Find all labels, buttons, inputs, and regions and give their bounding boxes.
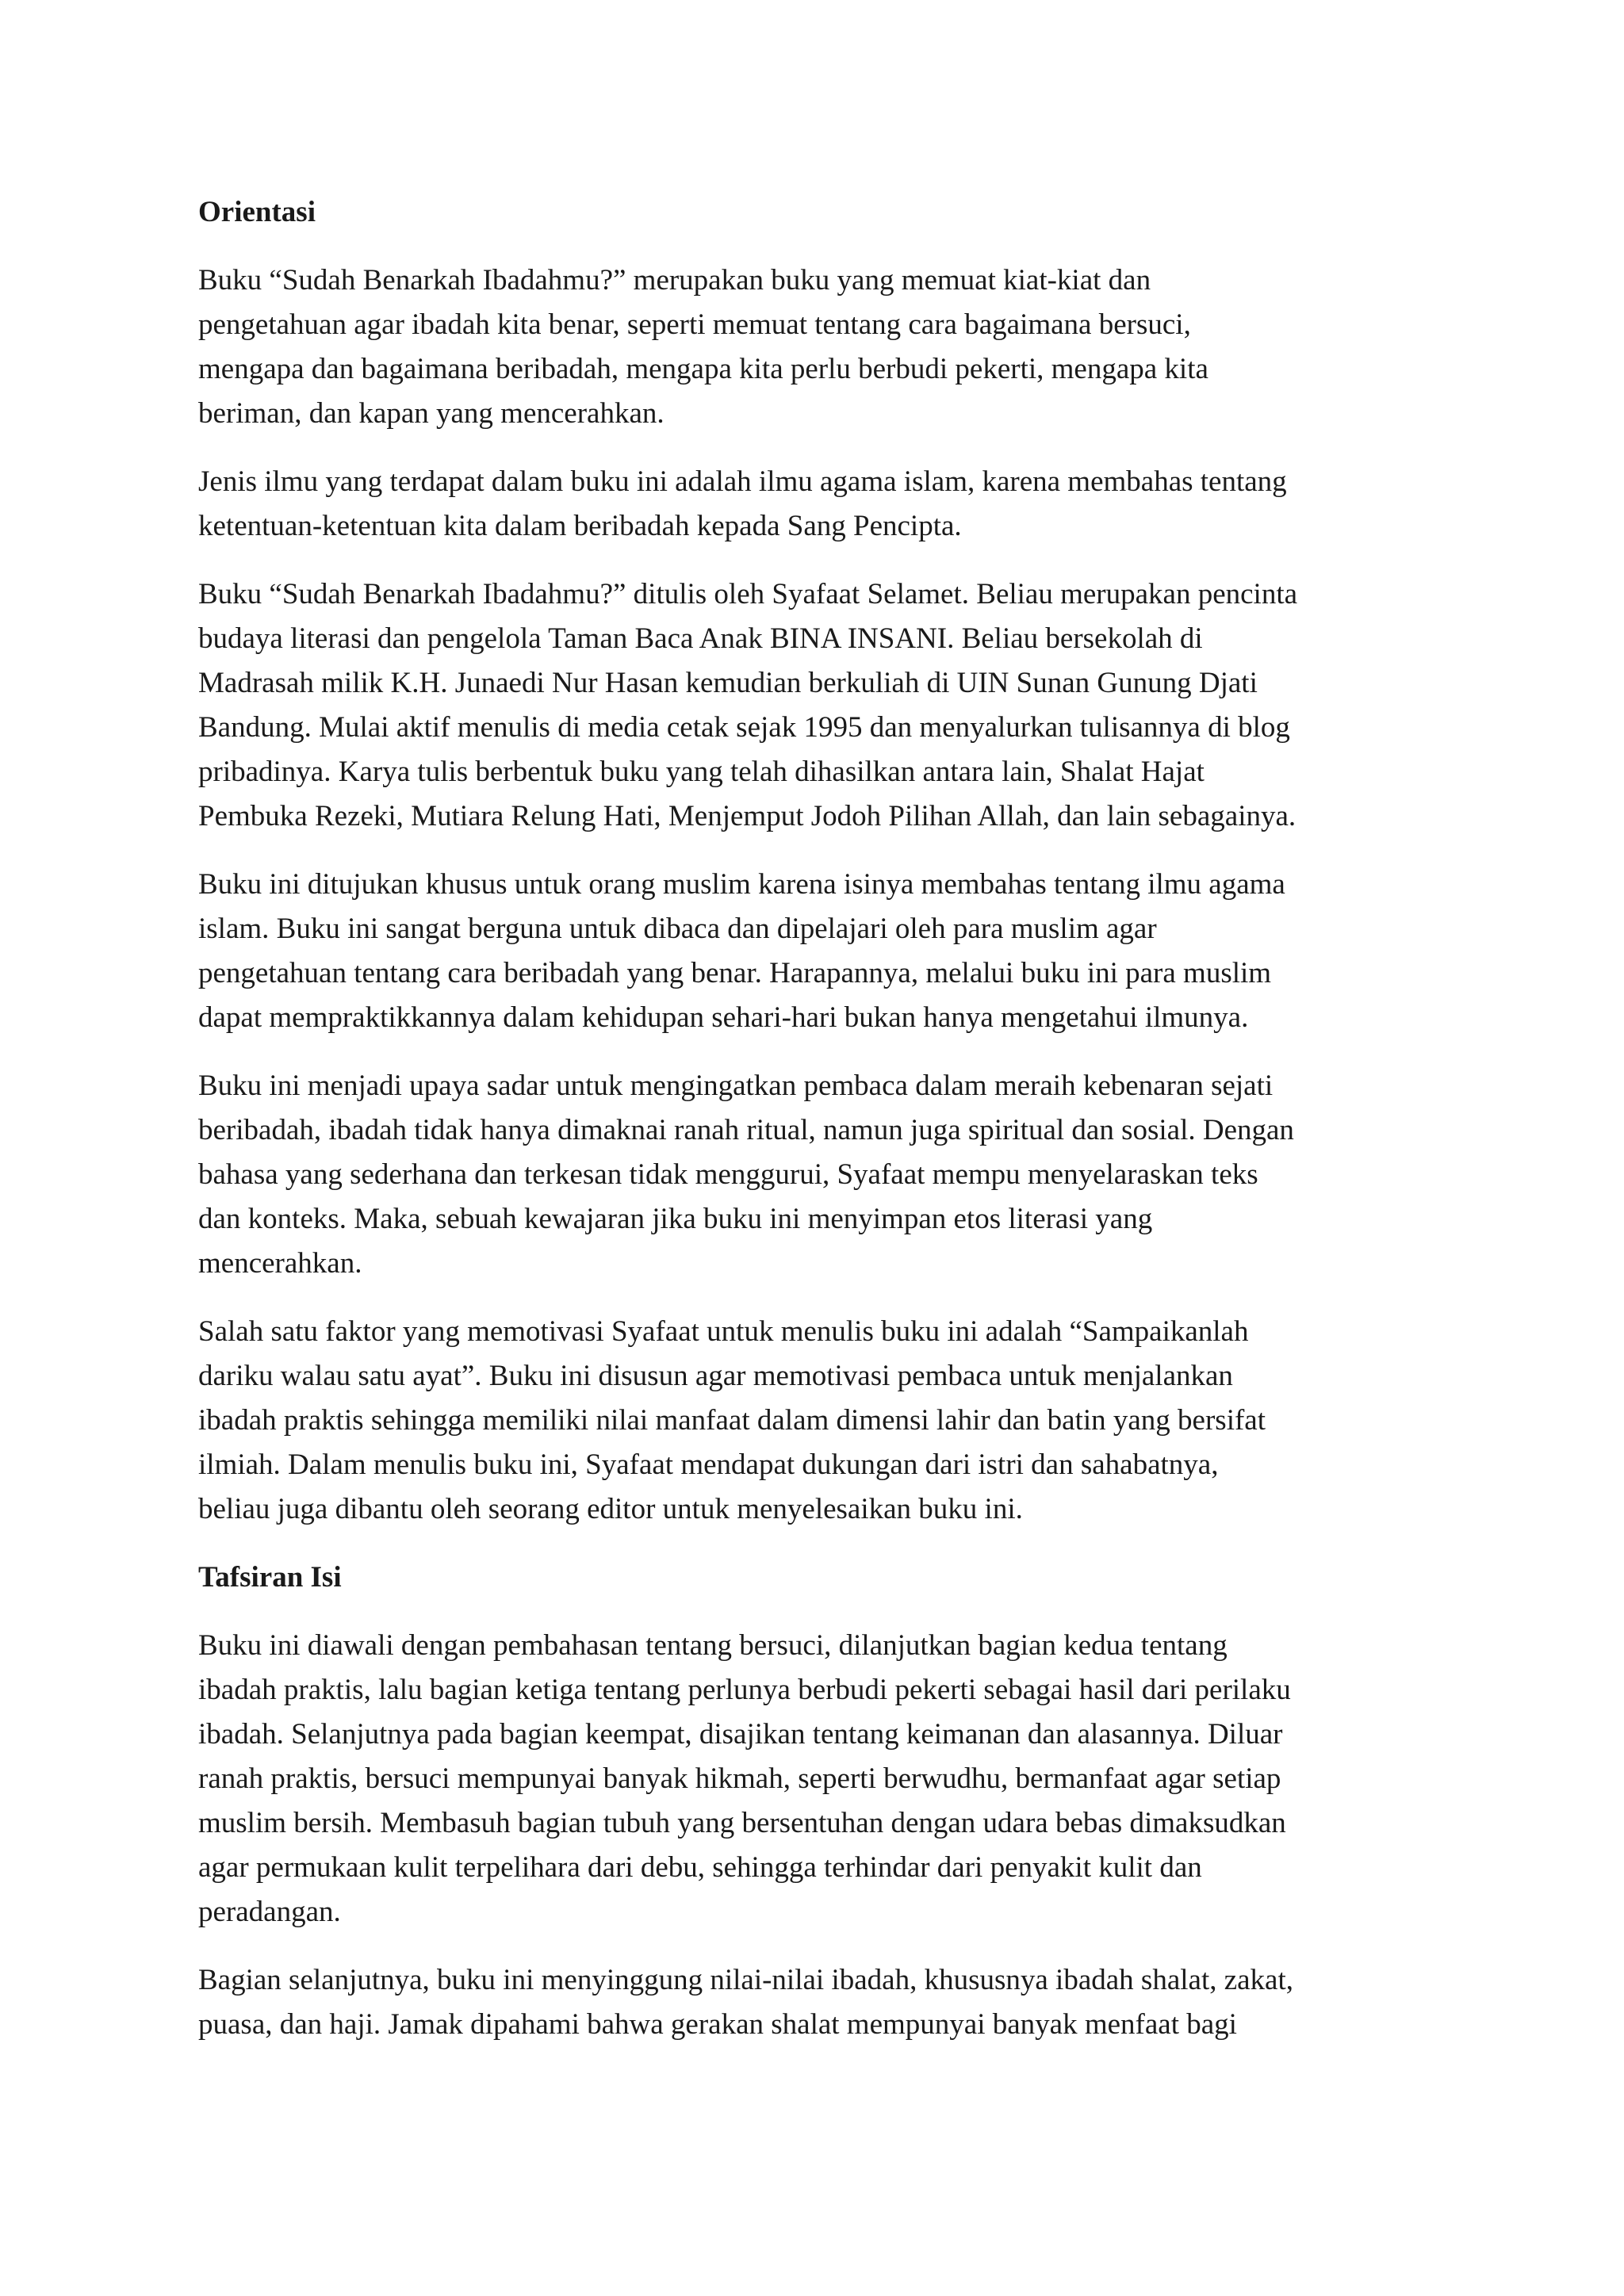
text-line: pribadinya. Karya tulis berbentuk buku yang telah dihasilkan antara lain, Shalat Hajat: [198, 756, 1205, 788]
text-line: beribadah, ibadah tidak hanya dimaknai ranah ritual, namun juga spiritual dan sosial. Dengan: [198, 1114, 1294, 1146]
text-line: ranah praktis, bersuci mempunyai banyak hikmah, seperti berwudhu, bermanfaat agar setiap: [198, 1762, 1281, 1795]
text-line: islam. Buku ini sangat berguna untuk dibaca dan dipelajari oleh para muslim agar: [198, 913, 1157, 945]
paragraph: [198, 258, 1435, 436]
paragraph: [198, 1064, 1435, 1286]
text-line: Buku ini ditujukan khusus untuk orang muslim karena isinya membahas tentang ilmu agama: [198, 868, 1285, 901]
document-page: [198, 190, 1435, 2071]
text-line: puasa, dan haji. Jamak dipahami bahwa gerakan shalat mempunyai banyak menfaat bagi: [198, 2008, 1237, 2041]
text-line: peradangan.: [198, 1896, 341, 1928]
text-line: dan konteks. Maka, sebuah kewajaran jika buku ini menyimpan etos literasi yang: [198, 1203, 1153, 1235]
text-line: Jenis ilmu yang terdapat dalam buku ini adalah ilmu agama islam, karena membahas tentang: [198, 465, 1287, 498]
text-line: mencerahkan.: [198, 1247, 362, 1280]
text-line: dariku walau satu ayat”. Buku ini disusun agar memotivasi pembaca untuk menjalankan: [198, 1360, 1233, 1392]
text-line: Buku ini diawali dengan pembahasan tentang bersuci, dilanjutkan bagian kedua tentang: [198, 1629, 1228, 1662]
paragraph: [198, 572, 1435, 839]
text-line: ibadah praktis sehingga memiliki nilai manfaat dalam dimensi lahir dan batin yang bersifat: [198, 1404, 1266, 1437]
text-line: ketentuan-ketentuan kita dalam beribadah kepada Sang Pencipta.: [198, 510, 962, 542]
paragraph: [198, 1310, 1435, 1532]
text-line: ibadah praktis, lalu bagian ketiga tentang perlunya berbudi pekerti sebagai hasil dari perilaku: [198, 1674, 1291, 1706]
text-line: pengetahuan tentang cara beribadah yang benar. Harapannya, melalui buku ini para muslim: [198, 957, 1272, 989]
text-line: Buku ini menjadi upaya sadar untuk mengingatkan pembaca dalam meraih kebenaran sejati: [198, 1070, 1274, 1102]
text-line: Pembuka Rezeki, Mutiara Relung Hati, Menjemput Jodoh Pilihan Allah, dan lain sebagainya.: [198, 800, 1297, 832]
paragraph: [198, 460, 1435, 549]
text-line: ilmiah. Dalam menulis buku ini, Syafaat mendapat dukungan dari istri dan sahabatnya,: [198, 1448, 1219, 1481]
text-line: ibadah. Selanjutnya pada bagian keempat, disajikan tentang keimanan dan alasannya. Diluar: [198, 1718, 1283, 1751]
text-line: muslim bersih. Membasuh bagian tubuh yang bersentuhan dengan udara bebas dimaksudkan: [198, 1807, 1286, 1839]
text-line: pengetahuan agar ibadah kita benar, seperti memuat tentang cara bagaimana bersuci,: [198, 308, 1191, 341]
text-line: budaya literasi dan pengelola Taman Baca Anak BINA INSANI. Beliau bersekolah di: [198, 622, 1203, 655]
paragraph: [198, 1958, 1435, 2047]
text-line: Salah satu faktor yang memotivasi Syafaat untuk menulis buku ini adalah “Sampaikanlah: [198, 1315, 1249, 1348]
text-line: Bandung. Mulai aktif menulis di media cetak sejak 1995 dan menyalurkan tulisannya di blog: [198, 711, 1290, 744]
section-heading: Tafsiran Isi: [198, 1561, 342, 1594]
text-line: beriman, dan kapan yang mencerahkan.: [198, 397, 665, 430]
text-line: Buku “Sudah Benarkah Ibadahmu?” ditulis oleh Syafaat Selamet. Beliau merupakan pencinta: [198, 578, 1298, 610]
text-line: dapat mempraktikkannya dalam kehidupan sehari-hari bukan hanya mengetahui ilmunya.: [198, 1001, 1249, 1034]
paragraph: [198, 863, 1435, 1040]
text-line: mengapa dan bagaimana beribadah, mengapa kita perlu berbudi pekerti, mengapa kita: [198, 353, 1208, 385]
text-line: Buku “Sudah Benarkah Ibadahmu?” merupakan buku yang memuat kiat-kiat dan: [198, 264, 1151, 297]
section-heading: Orientasi: [198, 196, 316, 228]
text-line: agar permukaan kulit terpelihara dari debu, sehingga terhindar dari penyakit kulit dan: [198, 1851, 1202, 1884]
text-line: beliau juga dibantu oleh seorang editor untuk menyelesaikan buku ini.: [198, 1493, 1023, 1525]
text-line: bahasa yang sederhana dan terkesan tidak menggurui, Syafaat mempu menyelaraskan teks: [198, 1158, 1258, 1191]
text-line: Bagian selanjutnya, buku ini menyinggung nilai-nilai ibadah, khususnya ibadah shalat, zakat,: [198, 1964, 1294, 1996]
paragraph: [198, 1624, 1435, 1934]
text-line: Madrasah milik K.H. Junaedi Nur Hasan kemudian berkuliah di UIN Sunan Gunung Djati: [198, 667, 1258, 699]
